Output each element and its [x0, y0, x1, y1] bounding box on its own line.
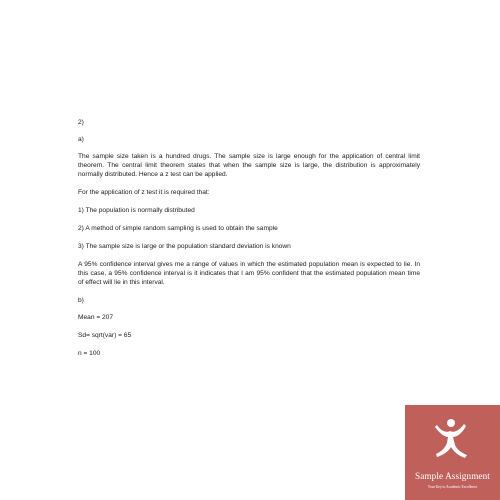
brand-tagline: Your Key to Academic Excellence [427, 485, 478, 489]
sample-assignment-watermark [405, 405, 500, 500]
requirements-intro: For the application of z test it is required that: [78, 189, 210, 196]
paragraph-confidence-interval: A 95% confidence interval gives me a range of values in which the estimated population mean is expected to lie. In this case, a 95% confidence interval is it indicates that I am 95% confident that the estimated population mean time of effect will lie in this interval. [78, 261, 420, 286]
paragraph-central-limit: The sample size taken is a hundred drugs. The sample size is large enough for the application of central limit theorem. The central limit theorem states that when the sample size is large, the distribution is approximately normally distributed. Hence a z test can be applied. [78, 153, 420, 178]
standard-deviation-value: Sd= sqrt(var) = 65 [78, 332, 132, 339]
subpart-a-label: a) [78, 136, 84, 143]
requirement-item-1: 1) The population is normally distributed [78, 207, 195, 214]
requirement-item-3: 3) The sample size is large or the population standard deviation is known [78, 243, 291, 250]
document-page [78, 118, 420, 367]
part-label: 2) [78, 119, 84, 126]
mean-value: Mean = 207 [78, 314, 114, 321]
dancer-figure-icon [431, 415, 471, 463]
requirement-item-2: 2) A method of simple random sampling is used to obtain the sample [78, 225, 278, 232]
subpart-b-label: b) [78, 297, 84, 304]
brand-name: Sample Assignment [415, 471, 490, 481]
sample-size-value: n = 100 [78, 350, 101, 357]
